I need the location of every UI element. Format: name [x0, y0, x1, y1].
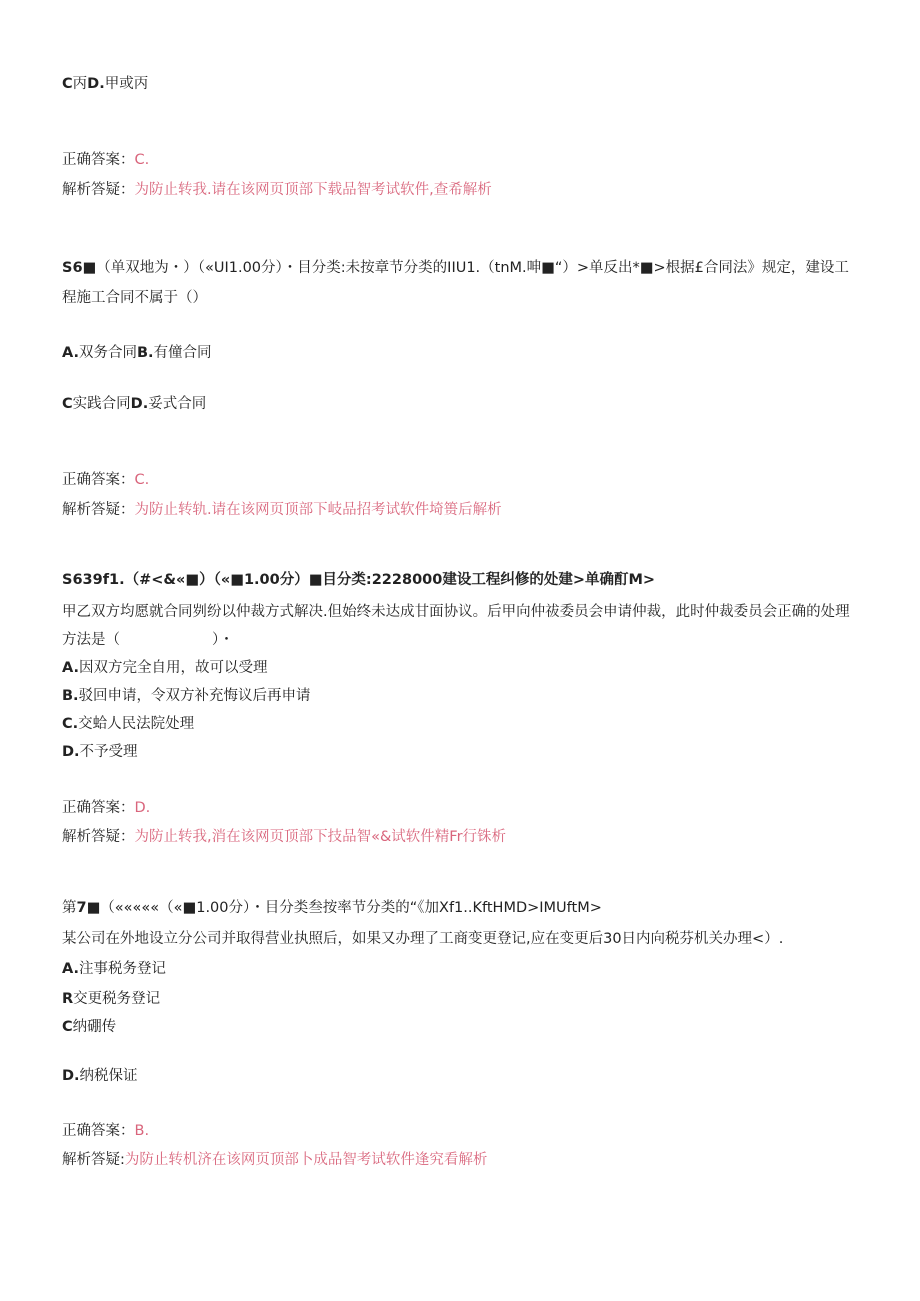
q7a-analysis: [62, 827, 506, 847]
question-number: S6■: [62, 260, 97, 276]
analysis-label: 解析答疑：: [62, 502, 135, 518]
answer-label: 正确答案：: [62, 1123, 135, 1139]
option-a-text: 双务合同: [79, 345, 137, 361]
q5-answer: [62, 150, 149, 170]
answer-label: 正确答案：: [62, 472, 135, 488]
q7a-stem: [62, 598, 860, 654]
option-mark: A.: [62, 660, 79, 676]
q6-option-ab: [62, 343, 212, 363]
q7b-analysis: [62, 1150, 487, 1170]
q7a-option-b: [62, 686, 311, 706]
q7a-option-c: [62, 714, 194, 734]
answer-value: C.: [134, 152, 150, 168]
q7b-option-d: [62, 1066, 138, 1086]
question-prefix: 第: [62, 900, 77, 916]
analysis-label: 解析答疑：: [62, 829, 135, 845]
analysis-link[interactable]: 为防止转我,消在该网页顶部下技品智«&试软件精Fr行铢析: [134, 829, 507, 845]
option-b-text: 有僮合同: [153, 345, 212, 361]
option-mark: C.: [62, 716, 79, 732]
q7b-answer: [62, 1121, 149, 1141]
analysis-label: 解析答疑:: [62, 1152, 125, 1168]
option-text: 因双方完全自用，故可以受理: [79, 660, 268, 676]
q7b-stem: 某公司在外地设立分公司并取得营业执照后，如果又办理了工商变更登记,应在变更后30日内向税芬机关办理<）.: [62, 931, 784, 947]
q6-option-cd: [62, 394, 206, 414]
option-mark: A.: [62, 961, 79, 977]
answer-value: D.: [134, 800, 151, 816]
q7b-option-c: [62, 1017, 116, 1037]
q7b-header: [62, 898, 602, 918]
answer-label: 正确答案：: [62, 800, 135, 816]
option-d-mark: D.: [130, 396, 149, 412]
option-b-mark: B.: [137, 345, 154, 361]
option-mark: R: [62, 991, 74, 1007]
option-text: 纳硼传: [72, 1019, 117, 1035]
q7a-option-a: [62, 658, 268, 678]
option-d-text: 甲或丙: [104, 76, 149, 92]
q6-analysis: [62, 500, 502, 520]
q7a-header: S639f1.（#<&«■）（«■1.00分）■目分类:2228000建设工程纠修的处建>单确酊M>: [62, 572, 656, 588]
option-text: 交更税务登记: [73, 991, 161, 1007]
option-text: 不予受理: [79, 744, 138, 760]
option-text: 交蛤人民法院处理: [78, 716, 195, 732]
option-c-text: 丙: [72, 76, 88, 92]
answer-label: 正确答案：: [62, 152, 135, 168]
q5-option-cd: [62, 74, 148, 94]
q7b-option-a: [62, 959, 166, 979]
option-text: 注事税务登记: [79, 961, 166, 977]
option-mark: D.: [62, 744, 80, 760]
option-mark: D.: [62, 1068, 80, 1084]
option-text: 纳税保证: [79, 1068, 138, 1084]
answer-value: C.: [134, 472, 150, 488]
option-a-mark: A.: [62, 345, 79, 361]
stem-text: 甲乙双方均愿就合同刿纷以仲裁方式解决.但始终未达成甘面协议。后甲向仲祓委员会申请仲裁，此时仲裁委员会正确的处理方法是（: [62, 604, 850, 648]
option-c-mark: C: [62, 76, 73, 92]
option-c-text: 实践合同: [72, 396, 131, 412]
q5-analysis: [62, 180, 492, 200]
option-d-text: 妥式合同: [148, 396, 207, 412]
question-text: （单双地为・）（«UI1.00分）・目分类:未按章节分类的IIU1.（tnM.呻■“）>单反出*■>根据£合同法》规定，建设工程施工合同不属于（）: [62, 260, 849, 306]
answer-value: B.: [134, 1123, 150, 1139]
analysis-link[interactable]: 为防止转机济在该网页顶部卜成品智考试软件逢究看解析: [124, 1152, 488, 1168]
q7b-option-b: [62, 989, 160, 1009]
stem-end: ）・: [212, 632, 234, 648]
option-c-mark: C: [62, 396, 73, 412]
option-d-mark: D.: [87, 76, 105, 92]
analysis-link[interactable]: 为防止转我.请在该网页顶部下载品智考试软件,查希解析: [134, 182, 492, 198]
question-number: 7■: [76, 900, 101, 916]
q6-header: [62, 253, 860, 313]
q7a-answer: [62, 798, 150, 818]
q7a-option-d: [62, 742, 138, 762]
analysis-label: 解析答疑：: [62, 182, 135, 198]
question-text: （«««««（«■1.00分）・目分类叁按率节分类的“《加Xf1..KftHMD>IMUftM>: [100, 900, 602, 916]
option-text: 驳回申请，令双方补充悔议后再申请: [78, 688, 311, 704]
option-mark: C: [62, 1019, 73, 1035]
option-mark: B.: [62, 688, 79, 704]
analysis-link[interactable]: 为防止转轨.请在该网页顶部下岐品招考试软件埼篑后解析: [134, 502, 502, 518]
q6-answer: [62, 470, 149, 490]
